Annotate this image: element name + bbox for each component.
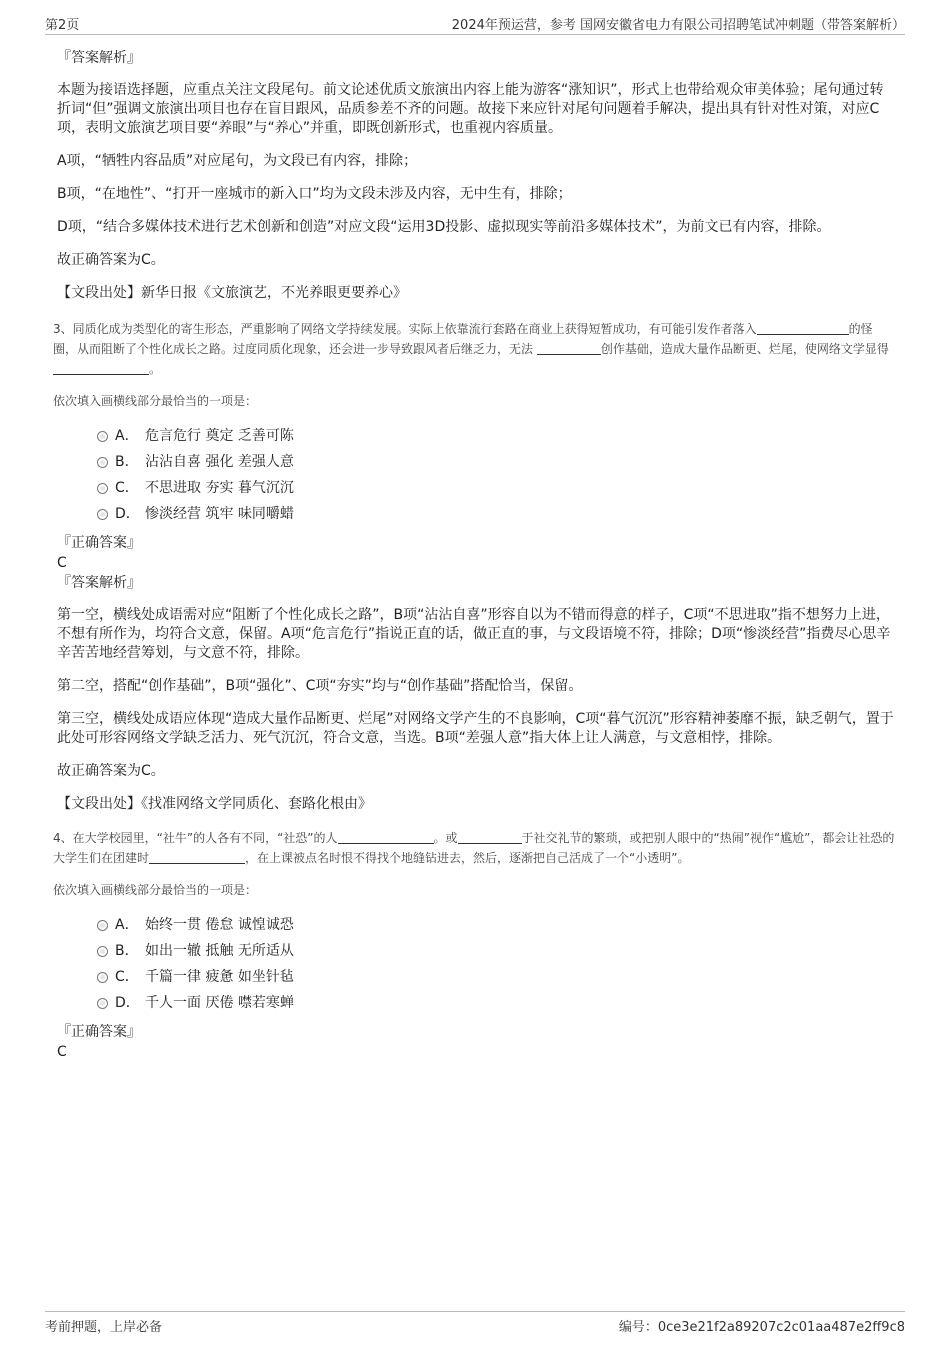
page-footer	[45, 1311, 905, 1334]
answer-blank	[338, 829, 434, 844]
document-title: 2024年预运营，参考 国网安徽省电力有限公司招聘笔试冲刺题（带答案解析）	[451, 18, 905, 33]
question-3-stem: 3、同质化成为类型化的寄生形态，严重影响了网络文学持续发展。实际上依靠流行套路在商业上获得短暂成功，有可能引发作者落入 的怪圈，从而阻断了个性化成长之路。过度同质化现象，还会进一步导致跟风者后继乏力，无法 创作基础，造成大量作品断更、烂尾，使网络文学显得 。	[53, 322, 889, 376]
q3-conclusion: 故正确答案为C。	[57, 763, 165, 779]
option-c[interactable]: C． 不思进取 夯实 暮气沉沉	[97, 475, 895, 501]
q2-conclusion: 故正确答案为C。	[57, 252, 165, 268]
option-d[interactable]: D． 惨淡经营 筑牢 味同嚼蜡	[97, 501, 895, 527]
q3-source: 【文段出处】《找准网络文学同质化、套路化根由》	[57, 796, 372, 812]
question-4-instruction: 依次填入画横线部分最恰当的一项是：	[53, 883, 258, 897]
answer-blank	[149, 849, 245, 864]
radio-button[interactable]	[97, 920, 108, 931]
option-b[interactable]: B． 沾沾自喜 强化 差强人意	[97, 449, 895, 475]
answer-blank	[757, 320, 849, 335]
radio-button[interactable]	[97, 972, 108, 983]
answer-blank	[537, 340, 601, 355]
q2-analysis-heading: 『答案解析』	[57, 50, 141, 66]
question-3-instruction: 依次填入画横线部分最恰当的一项是：	[53, 394, 258, 408]
radio-button[interactable]	[97, 431, 108, 442]
radio-button[interactable]	[97, 483, 108, 494]
option-a[interactable]: A． 始终一贯 倦怠 诚惶诚恐	[97, 912, 895, 938]
q2-analysis-paragraph: 本题为接语选择题，应重点关注文段尾句。前文论述优质文旅演出内容上能为游客“涨知识”，形式上也带给观众审美体验；尾句通过转折词“但”强调文旅演出项目也存在盲目跟风，品质参差不齐的问题。故接下来应针对尾句问题着手解决，提出具有针对性对策，对应C项，表明文旅演艺项目要“养眼”与“养心”并重，即既创新形式，也重视内容质量。	[57, 82, 884, 136]
page-content	[53, 48, 895, 1062]
radio-button[interactable]	[97, 457, 108, 468]
answer-blank	[458, 829, 522, 844]
option-c[interactable]: C． 千篇一律 疲惫 如坐针毡	[97, 964, 895, 990]
question-4-options	[97, 912, 895, 1016]
option-d[interactable]: D． 千人一面 厌倦 噤若寒蝉	[97, 990, 895, 1016]
q3-correct-heading: 『正确答案』	[57, 535, 141, 551]
q2-analysis-paragraph: D项，“结合多媒体技术进行艺术创新和创造”对应文段“运用3D投影、虚拟现实等前沿多媒体技术”，为前文已有内容，排除。	[57, 219, 831, 235]
q2-analysis-paragraph: B项，“在地性”、“打开一座城市的新入口”均为文段未涉及内容，无中生有，排除；	[57, 186, 572, 202]
q2-analysis-paragraph: A项，“牺牲内容品质”对应尾句，为文段已有内容，排除；	[57, 153, 418, 169]
radio-button[interactable]	[97, 998, 108, 1009]
page-header	[45, 14, 905, 35]
q4-correct-answer: C	[57, 1044, 67, 1060]
q3-analysis-paragraph: 第二空，搭配“创作基础”，B项“强化”、C项“夯实”均与“创作基础”搭配恰当，保留。	[57, 678, 583, 694]
question-3-options	[97, 423, 895, 527]
document-code: 编号：0ce3e21f2a89207c2c01aa487e2ff9c8	[618, 1320, 905, 1335]
question-4-stem: 4、在大学校园里，“社牛”的人各有不同，“社恐”的人 。或 于社交礼节的繁琐，或把别人眼中的“热闹”视作“尴尬”，都会让社恐的大学生们在团建时 ，在上课被点名时恨不得找个地缝钻进去，然后，逐渐把自己活成了一个“小透明”。	[53, 831, 895, 865]
q3-correct-answer: C	[57, 555, 67, 571]
option-b[interactable]: B． 如出一辙 抵触 无所适从	[97, 938, 895, 964]
q2-source: 【文段出处】新华日报《文旅演艺，不光养眼更要养心》	[57, 285, 407, 301]
option-a[interactable]: A． 危言危行 奠定 乏善可陈	[97, 423, 895, 449]
page-number: 第2页	[45, 18, 80, 33]
radio-button[interactable]	[97, 946, 108, 957]
answer-blank	[53, 360, 149, 375]
q3-analysis-paragraph: 第三空，横线处成语应体现“造成大量作品断更、烂尾”对网络文学产生的不良影响，C项“暮气沉沉”形容精神萎靡不振，缺乏朝气，置于此处可形容网络文学缺乏活力、死气沉沉，符合文意，当选。B项“差强人意”指大体上让人满意，与文意相悖，排除。	[57, 711, 894, 746]
q3-analysis-heading: 『答案解析』	[57, 575, 141, 591]
radio-button[interactable]	[97, 509, 108, 520]
footer-slogan: 考前押题，上岸必备	[45, 1320, 163, 1335]
q3-analysis-paragraph: 第一空，横线处成语需对应“阻断了个性化成长之路”，B项“沾沾自喜”形容自以为不错而得意的样子，C项“不思进取”指不想努力上进，不想有所作为，均符合文意，保留。A项“危言危行”指说正直的话，做正直的事，与文段语境不符，排除；D项“惨淡经营”指费尽心思辛辛苦苦地经营筹划，与文意不符，排除。	[57, 607, 891, 661]
q4-correct-heading: 『正确答案』	[57, 1024, 141, 1040]
